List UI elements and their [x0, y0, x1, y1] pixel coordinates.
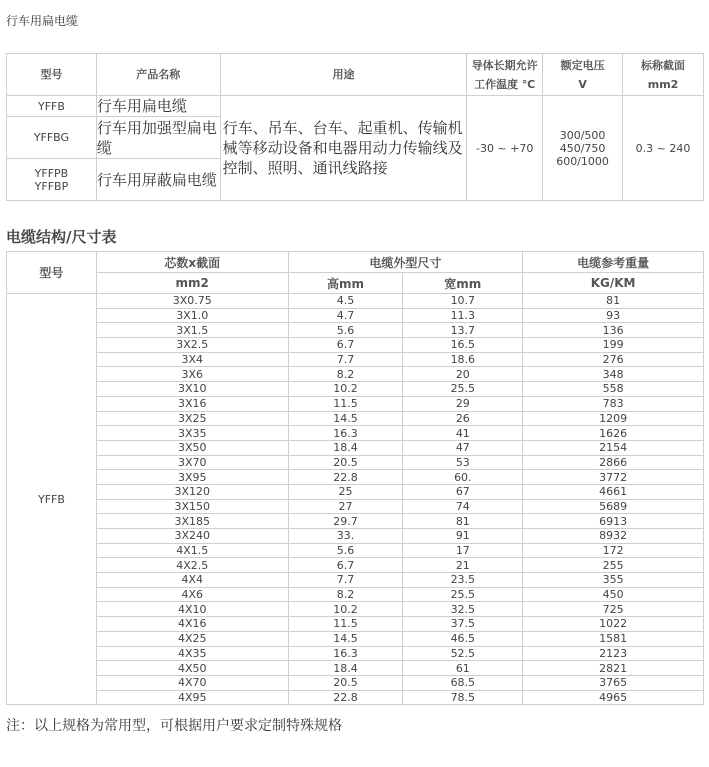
weight-kg-km: 136	[523, 323, 704, 338]
page-title: 行车用扁电缆	[6, 14, 79, 28]
dim-header-weight-unit: KG/KM	[523, 273, 704, 294]
dim-model: YFFB	[7, 294, 97, 705]
dim-header-model: 型号	[7, 252, 97, 294]
product-model	[7, 159, 97, 201]
height-mm: 16.3	[288, 426, 403, 441]
height-mm: 5.6	[288, 323, 403, 338]
width-mm: 26	[403, 411, 523, 426]
cores-section: 3X35	[96, 426, 288, 441]
weight-kg-km: 558	[523, 382, 704, 397]
width-mm: 10.7	[403, 294, 523, 309]
weight-kg-km: 1022	[523, 617, 704, 632]
weight-kg-km: 276	[523, 352, 704, 367]
weight-kg-km: 5689	[523, 499, 704, 514]
header-voltage	[543, 54, 623, 96]
weight-kg-km: 1581	[523, 631, 704, 646]
width-mm: 91	[403, 529, 523, 544]
width-mm: 52.5	[403, 646, 523, 661]
cores-section: 4X16	[96, 617, 288, 632]
header-temperature-line1: 导体长期允许	[471, 58, 538, 72]
product-model: YFFB	[7, 96, 97, 117]
table-row	[7, 352, 704, 367]
width-mm: 53	[403, 455, 523, 470]
weight-kg-km: 450	[523, 587, 704, 602]
cores-section: 4X35	[96, 646, 288, 661]
weight-kg-km: 93	[523, 308, 704, 323]
header-temperature-line2: 工作温度 ℃	[474, 77, 536, 91]
height-mm: 7.7	[288, 573, 403, 588]
height-mm: 4.7	[288, 308, 403, 323]
cores-section: 3X0.75	[96, 294, 288, 309]
height-mm: 10.2	[288, 602, 403, 617]
cores-section: 3X50	[96, 440, 288, 455]
voltage-600-1000: 600/1000	[556, 154, 609, 168]
height-mm: 11.5	[288, 396, 403, 411]
table-row	[7, 382, 704, 397]
dim-header-height: 高mm	[288, 273, 403, 294]
table-row	[7, 499, 704, 514]
height-mm: 16.3	[288, 646, 403, 661]
cores-section: 3X6	[96, 367, 288, 382]
header-voltage-line2: V	[578, 77, 587, 91]
dim-header-cores-unit: mm2	[96, 273, 288, 294]
table-row	[7, 661, 704, 676]
width-mm: 25.5	[403, 587, 523, 602]
product-voltage	[543, 96, 623, 201]
width-mm: 81	[403, 514, 523, 529]
height-mm: 18.4	[288, 440, 403, 455]
width-mm: 29	[403, 396, 523, 411]
height-mm: 20.5	[288, 675, 403, 690]
cores-section: 3X16	[96, 396, 288, 411]
height-mm: 8.2	[288, 367, 403, 382]
header-temperature	[467, 54, 543, 96]
table-row	[7, 543, 704, 558]
width-mm: 21	[403, 558, 523, 573]
width-mm: 18.6	[403, 352, 523, 367]
height-mm: 7.7	[288, 352, 403, 367]
table-row	[7, 396, 704, 411]
dimension-table	[6, 251, 704, 705]
header-model: 型号	[7, 54, 97, 96]
cores-section: 4X95	[96, 690, 288, 705]
cores-section: 4X25	[96, 631, 288, 646]
height-mm: 8.2	[288, 587, 403, 602]
table-row	[7, 484, 704, 499]
section-title: 电缆结构/尺寸表	[6, 228, 117, 246]
weight-kg-km: 3765	[523, 675, 704, 690]
cores-section: 4X1.5	[96, 543, 288, 558]
weight-kg-km: 783	[523, 396, 704, 411]
weight-kg-km: 6913	[523, 514, 704, 529]
table-row	[7, 631, 704, 646]
height-mm: 18.4	[288, 661, 403, 676]
header-section-line2: mm2	[647, 77, 679, 91]
cores-section: 3X4	[96, 352, 288, 367]
height-mm: 33.	[288, 529, 403, 544]
cores-section: 4X2.5	[96, 558, 288, 573]
cores-section: 3X25	[96, 411, 288, 426]
dimension-body	[7, 294, 704, 705]
width-mm: 13.7	[403, 323, 523, 338]
weight-kg-km: 1626	[523, 426, 704, 441]
cores-section: 3X150	[96, 499, 288, 514]
width-mm: 41	[403, 426, 523, 441]
cores-section: 3X1.5	[96, 323, 288, 338]
width-mm: 23.5	[403, 573, 523, 588]
table-row	[7, 323, 704, 338]
weight-kg-km: 3772	[523, 470, 704, 485]
width-mm: 46.5	[403, 631, 523, 646]
weight-kg-km: 2154	[523, 440, 704, 455]
height-mm: 14.5	[288, 411, 403, 426]
product-name: 行车用加强型扁电缆	[96, 117, 220, 159]
width-mm: 67	[403, 484, 523, 499]
footer-note: 注：以上规格为常用型，可根据用户要求定制特殊规格	[6, 718, 342, 734]
table-row	[7, 558, 704, 573]
width-mm: 25.5	[403, 382, 523, 397]
table-row	[7, 602, 704, 617]
weight-kg-km: 81	[523, 294, 704, 309]
voltage-300-500: 300/500	[559, 128, 606, 142]
product-table-header	[7, 54, 704, 96]
cores-section: 4X70	[96, 675, 288, 690]
cores-section: 3X70	[96, 455, 288, 470]
table-row	[7, 514, 704, 529]
table-row	[7, 690, 704, 705]
table-row	[7, 411, 704, 426]
product-section-range: 0.3 ~ 240	[623, 96, 704, 201]
product-temperature: -30 ~ +70	[467, 96, 543, 201]
weight-kg-km: 2866	[523, 455, 704, 470]
dim-header-cores: 芯数x截面	[96, 252, 288, 273]
height-mm: 5.6	[288, 543, 403, 558]
table-row	[7, 529, 704, 544]
weight-kg-km: 1209	[523, 411, 704, 426]
table-row	[7, 587, 704, 602]
cores-section: 3X10	[96, 382, 288, 397]
cores-section: 3X240	[96, 529, 288, 544]
dim-header-weight: 电缆参考重量	[523, 252, 704, 273]
dim-header-width: 宽mm	[403, 273, 523, 294]
cores-section: 4X50	[96, 661, 288, 676]
product-usage: 行车、吊车、台车、起重机、传输机械等移动设备和电器用动力传输线及控制、照明、通讯线路接	[220, 96, 467, 201]
cores-section: 4X10	[96, 602, 288, 617]
table-row	[7, 470, 704, 485]
product-name: 行车用扁电缆	[96, 96, 220, 117]
table-row	[7, 294, 704, 309]
weight-kg-km: 355	[523, 573, 704, 588]
height-mm: 27	[288, 499, 403, 514]
weight-kg-km: 4965	[523, 690, 704, 705]
cores-section: 3X2.5	[96, 338, 288, 353]
height-mm: 10.2	[288, 382, 403, 397]
table-row	[7, 440, 704, 455]
height-mm: 22.8	[288, 690, 403, 705]
dim-header-dims: 电缆外型尺寸	[288, 252, 523, 273]
width-mm: 47	[403, 440, 523, 455]
weight-kg-km: 172	[523, 543, 704, 558]
product-model-line1: YFFPB	[34, 166, 69, 180]
cores-section: 3X185	[96, 514, 288, 529]
cores-section: 4X4	[96, 573, 288, 588]
height-mm: 22.8	[288, 470, 403, 485]
cores-section: 3X95	[96, 470, 288, 485]
width-mm: 37.5	[403, 617, 523, 632]
weight-kg-km: 348	[523, 367, 704, 382]
dimension-header-row	[7, 252, 704, 273]
height-mm: 11.5	[288, 617, 403, 632]
dimension-subheader-row	[7, 273, 704, 294]
width-mm: 68.5	[403, 675, 523, 690]
header-usage: 用途	[220, 54, 467, 96]
width-mm: 16.5	[403, 338, 523, 353]
table-row	[7, 573, 704, 588]
header-voltage-line1: 额定电压	[560, 58, 605, 72]
weight-kg-km: 199	[523, 338, 704, 353]
product-row	[7, 96, 704, 117]
width-mm: 32.5	[403, 602, 523, 617]
height-mm: 20.5	[288, 455, 403, 470]
weight-kg-km: 255	[523, 558, 704, 573]
table-row	[7, 617, 704, 632]
weight-kg-km: 2821	[523, 661, 704, 676]
weight-kg-km: 2123	[523, 646, 704, 661]
table-row	[7, 308, 704, 323]
header-section	[623, 54, 704, 96]
product-model: YFFBG	[7, 117, 97, 159]
height-mm: 29.7	[288, 514, 403, 529]
cores-section: 4X6	[96, 587, 288, 602]
height-mm: 25	[288, 484, 403, 499]
table-row	[7, 367, 704, 382]
cores-section: 3X1.0	[96, 308, 288, 323]
voltage-450-750: 450/750	[559, 141, 606, 155]
height-mm: 14.5	[288, 631, 403, 646]
height-mm: 6.7	[288, 338, 403, 353]
height-mm: 6.7	[288, 558, 403, 573]
height-mm: 4.5	[288, 294, 403, 309]
product-model-line2: YFFBP	[34, 179, 69, 193]
table-row	[7, 675, 704, 690]
table-row	[7, 338, 704, 353]
width-mm: 11.3	[403, 308, 523, 323]
width-mm: 20	[403, 367, 523, 382]
width-mm: 74	[403, 499, 523, 514]
header-name: 产品名称	[96, 54, 220, 96]
width-mm: 78.5	[403, 690, 523, 705]
table-row	[7, 455, 704, 470]
table-row	[7, 646, 704, 661]
width-mm: 17	[403, 543, 523, 558]
product-table	[6, 53, 704, 201]
weight-kg-km: 4661	[523, 484, 704, 499]
header-section-line1: 标称截面	[641, 58, 686, 72]
width-mm: 60.	[403, 470, 523, 485]
weight-kg-km: 8932	[523, 529, 704, 544]
width-mm: 61	[403, 661, 523, 676]
product-name: 行车用屏蔽扁电缆	[96, 159, 220, 201]
table-row	[7, 426, 704, 441]
weight-kg-km: 725	[523, 602, 704, 617]
cores-section: 3X120	[96, 484, 288, 499]
